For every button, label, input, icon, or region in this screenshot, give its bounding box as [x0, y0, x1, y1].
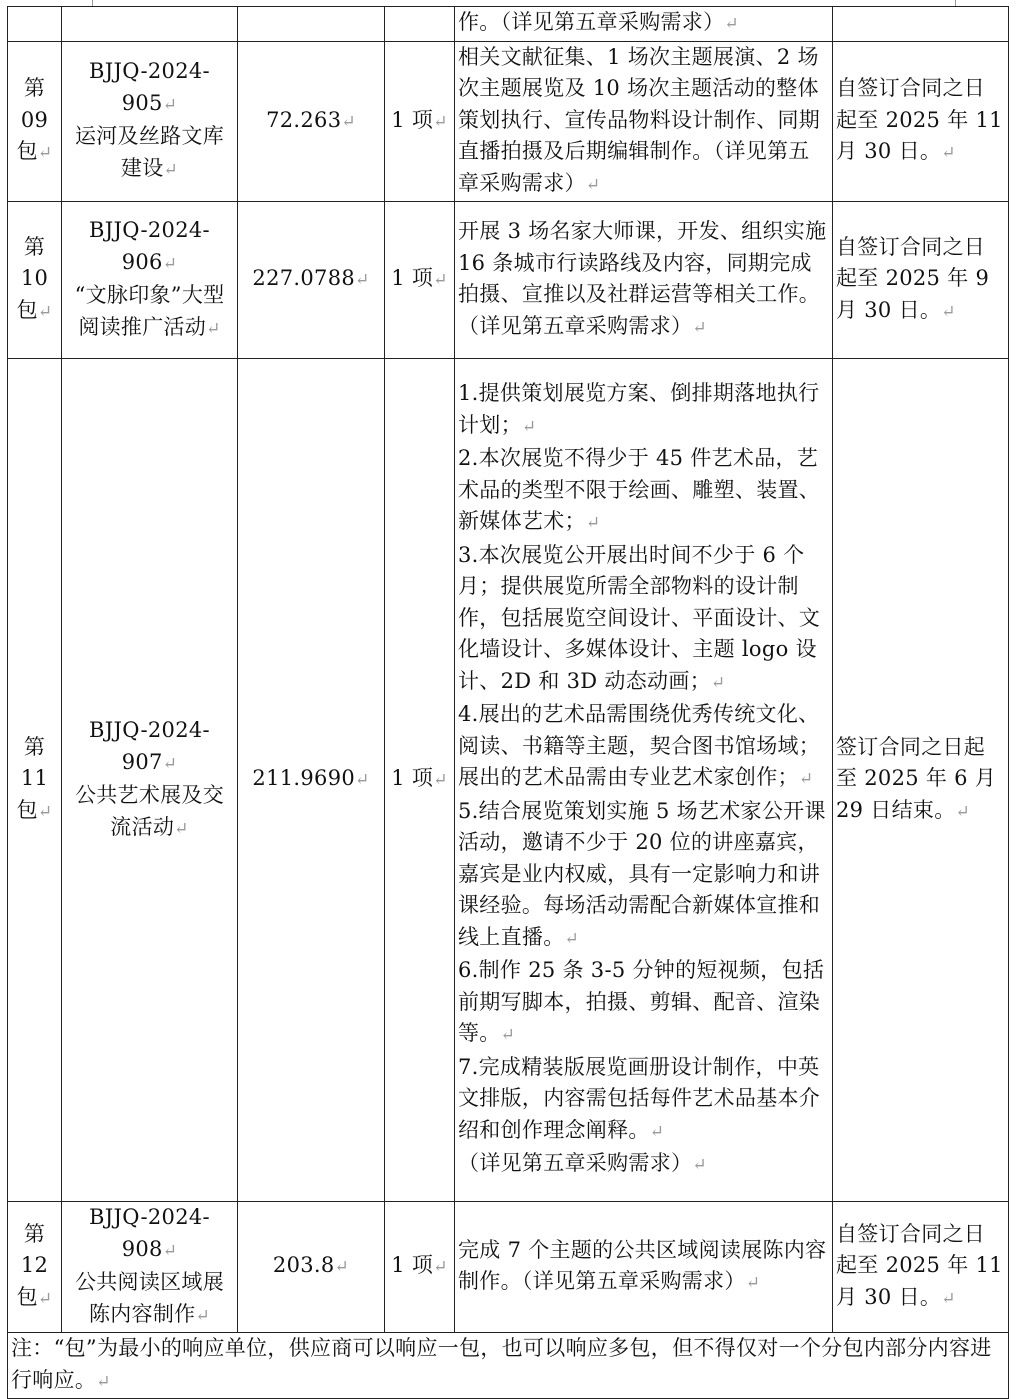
quantity-cell: 1 项↵ — [385, 1202, 455, 1333]
period-cell: 自签订合同之日起至 2025 年 11 月 30 日。↵ — [833, 41, 1009, 202]
content-item: （详见第五章采购需求）↵ — [458, 1151, 707, 1176]
project-cell: BJJQ-2024-907↵ 公共艺术展及交流活动↵ — [62, 359, 238, 1202]
project-cell: BJJQ-2024-908↵ 公共阅读区域展陈内容制作↵ — [62, 1202, 238, 1333]
period-cell: 自签订合同之日起至 2025 年 9 月 30 日。↵ — [833, 202, 1009, 359]
project-code: BJJQ-2024-907 — [89, 718, 210, 774]
quantity-cell: 1 项↵ — [385, 359, 455, 1202]
project-name: “文脉印象”大型阅读推广活动 — [74, 283, 225, 339]
project-name: 公共阅读区域展陈内容制作 — [74, 1270, 225, 1326]
project-code: BJJQ-2024-906 — [89, 218, 210, 274]
content-cell: 完成 7 个主题的公共区域阅读展陈内容制作。（详见第五章采购需求）↵ — [455, 1202, 833, 1333]
content-cell: 相关文献征集、1 场次主题展演、2 场次主题展览及 10 场次主题活动的整体策划执行、宣传品物料设计制作、同期直播拍摄及后期编辑制作。（详见第五章采购需求）↵ — [455, 41, 833, 202]
content-item: 4.展出的艺术品需围绕优秀传统文化、阅读、书籍等主题，契合图书馆场域；展出的艺术品需由专业艺术家创作；↵ — [458, 702, 821, 790]
budget-cell: 72.263↵ — [238, 41, 385, 202]
content-cell: 作。（详见第五章采购需求）↵ — [455, 7, 833, 42]
project-cell: BJJQ-2024-906↵ “文脉印象”大型阅读推广活动↵ — [62, 202, 238, 359]
content-item: 7.完成精装版展览画册设计制作，中英文排版，内容需包括每件艺术品基本介绍和创作理念阐释。↵ — [458, 1054, 821, 1142]
table-row-continued — [8, 7, 1009, 42]
project-code: BJJQ-2024-908 — [89, 1205, 210, 1261]
period-cell: 签订合同之日起至 2025 年 6 月 29 日结束。↵ — [833, 359, 1009, 1202]
table-row — [8, 359, 1009, 1202]
note-row — [8, 1333, 1009, 1399]
content-item: 3.本次展览公开展出时间不少于 6 个月；提供展览所需全部物料的设计制作，包括展览空间设计、平面设计、文化墙设计、多媒体设计、主题 logo 设计、2D 和 3D 动态动画；↵ — [458, 542, 821, 693]
package-cell: 第 11 包↵ — [8, 359, 62, 1202]
document-page — [7, 6, 1008, 1399]
budget-cell: 203.8↵ — [238, 1202, 385, 1333]
table-row — [8, 41, 1009, 202]
quantity-cell: 1 项↵ — [385, 41, 455, 202]
project-code: BJJQ-2024-905 — [89, 59, 210, 115]
content-item: 1.提供策划展览方案、倒排期落地执行计划；↵ — [458, 381, 820, 437]
budget-cell: 227.0788↵ — [238, 202, 385, 359]
project-cell: BJJQ-2024-905↵ 运河及丝路文库建设↵ — [62, 41, 238, 202]
period-cell: 自签订合同之日起至 2025 年 11 月 30 日。↵ — [833, 1202, 1009, 1333]
table-row — [8, 202, 1009, 359]
content-item: 6.制作 25 条 3-5 分钟的短视频，包括前期写脚本，拍摄、剪辑、配音、渲染等。↵ — [458, 958, 825, 1046]
package-cell: 第 09 包↵ — [8, 41, 62, 202]
quantity-cell: 1 项↵ — [385, 202, 455, 359]
content-item: 2.本次展览不得少于 45 件艺术品，艺术品的类型不限于绘画、雕塑、装置、新媒体艺术；↵ — [458, 446, 821, 534]
note-cell: 注：“包”为最小的响应单位，供应商可以响应一包，也可以响应多包，但不得仅对一个分包内部分内容进行响应。↵ — [8, 1333, 1009, 1399]
project-name: 公共艺术展及交流活动 — [74, 783, 225, 839]
table-row — [8, 1202, 1009, 1333]
content-item: 5.结合展览策划实施 5 场艺术家公开课活动，邀请不少于 20 位的讲座嘉宾，嘉宾是业内权威，具有一定影响力和讲课经验。每场活动需配合新媒体宣推和线上直播。↵ — [458, 798, 826, 949]
package-cell: 第 10 包↵ — [8, 202, 62, 359]
package-cell: 第 12 包↵ — [8, 1202, 62, 1333]
procurement-table — [7, 6, 1009, 1399]
project-name: 运河及丝路文库建设 — [74, 124, 225, 180]
content-cell: 开展 3 场名家大师课，开发、组织实施 16 条城市行读路线及内容，同期完成拍摄、宣推以及社群运营等相关工作。（详见第五章采购需求）↵ — [455, 202, 833, 359]
content-cell — [455, 359, 833, 1202]
budget-cell: 211.9690↵ — [238, 359, 385, 1202]
